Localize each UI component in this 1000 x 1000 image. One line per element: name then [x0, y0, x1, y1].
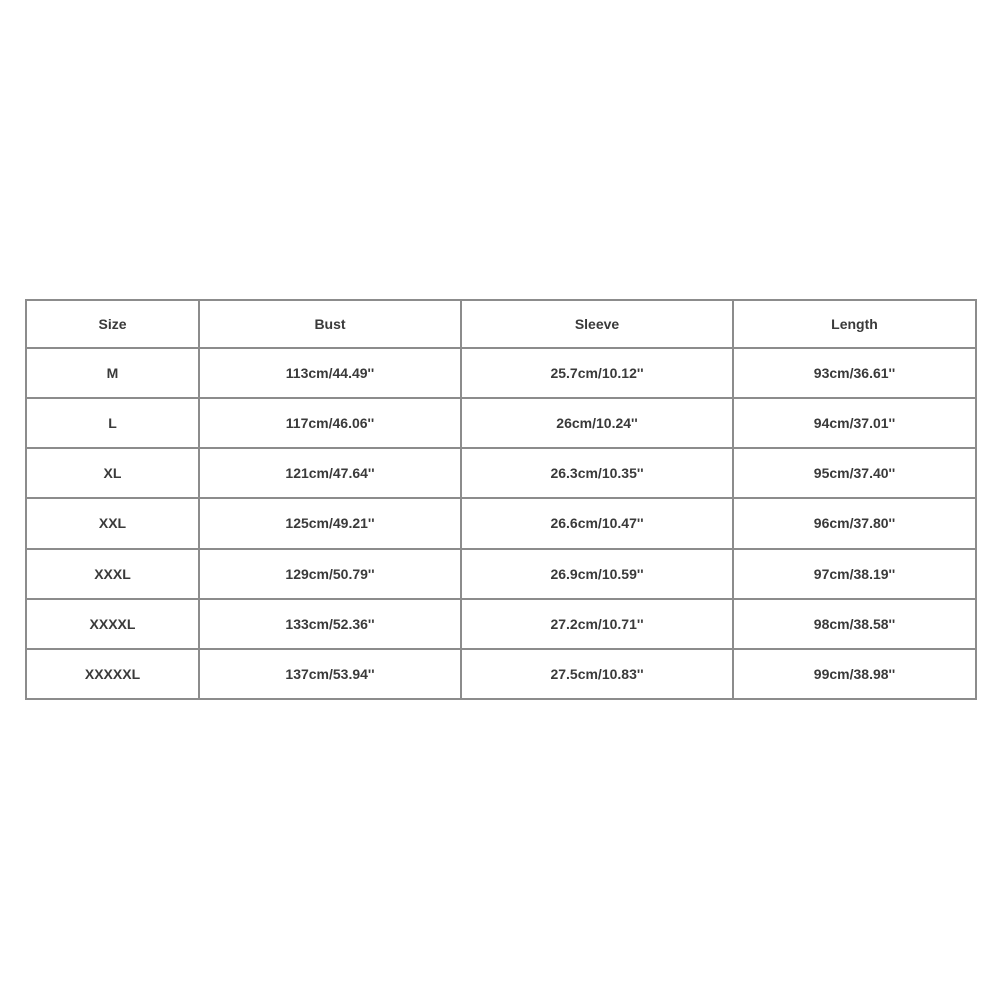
table-row	[26, 599, 976, 649]
table-row	[26, 448, 976, 498]
cell-size: XXXXL	[26, 599, 199, 649]
cell-sleeve: 26.3cm/10.35''	[461, 448, 733, 498]
cell-sleeve: 27.2cm/10.71''	[461, 599, 733, 649]
cell-bust: 125cm/49.21''	[199, 498, 461, 548]
cell-length: 95cm/37.40''	[733, 448, 976, 498]
cell-length: 94cm/37.01''	[733, 398, 976, 448]
table-row	[26, 549, 976, 599]
table-row	[26, 498, 976, 548]
cell-bust: 129cm/50.79''	[199, 549, 461, 599]
header-length: Length	[733, 300, 976, 348]
table-row	[26, 398, 976, 448]
cell-sleeve: 26.6cm/10.47''	[461, 498, 733, 548]
table-row	[26, 348, 976, 398]
cell-bust: 137cm/53.94''	[199, 649, 461, 699]
cell-sleeve: 26cm/10.24''	[461, 398, 733, 448]
cell-sleeve: 25.7cm/10.12''	[461, 348, 733, 398]
cell-size: XXXL	[26, 549, 199, 599]
cell-length: 96cm/37.80''	[733, 498, 976, 548]
table-body	[26, 348, 976, 699]
cell-length: 93cm/36.61''	[733, 348, 976, 398]
header-size: Size	[26, 300, 199, 348]
header-sleeve: Sleeve	[461, 300, 733, 348]
cell-sleeve: 27.5cm/10.83''	[461, 649, 733, 699]
cell-bust: 117cm/46.06''	[199, 398, 461, 448]
cell-length: 97cm/38.19''	[733, 549, 976, 599]
cell-sleeve: 26.9cm/10.59''	[461, 549, 733, 599]
cell-size: XXL	[26, 498, 199, 548]
size-chart-table	[25, 299, 977, 700]
cell-bust: 133cm/52.36''	[199, 599, 461, 649]
cell-bust: 113cm/44.49''	[199, 348, 461, 398]
table-header	[26, 300, 976, 348]
cell-bust: 121cm/47.64''	[199, 448, 461, 498]
header-bust: Bust	[199, 300, 461, 348]
cell-length: 99cm/38.98''	[733, 649, 976, 699]
cell-size: XL	[26, 448, 199, 498]
cell-size: XXXXXL	[26, 649, 199, 699]
table-row	[26, 649, 976, 699]
cell-size: L	[26, 398, 199, 448]
header-row	[26, 300, 976, 348]
cell-length: 98cm/38.58''	[733, 599, 976, 649]
cell-size: M	[26, 348, 199, 398]
